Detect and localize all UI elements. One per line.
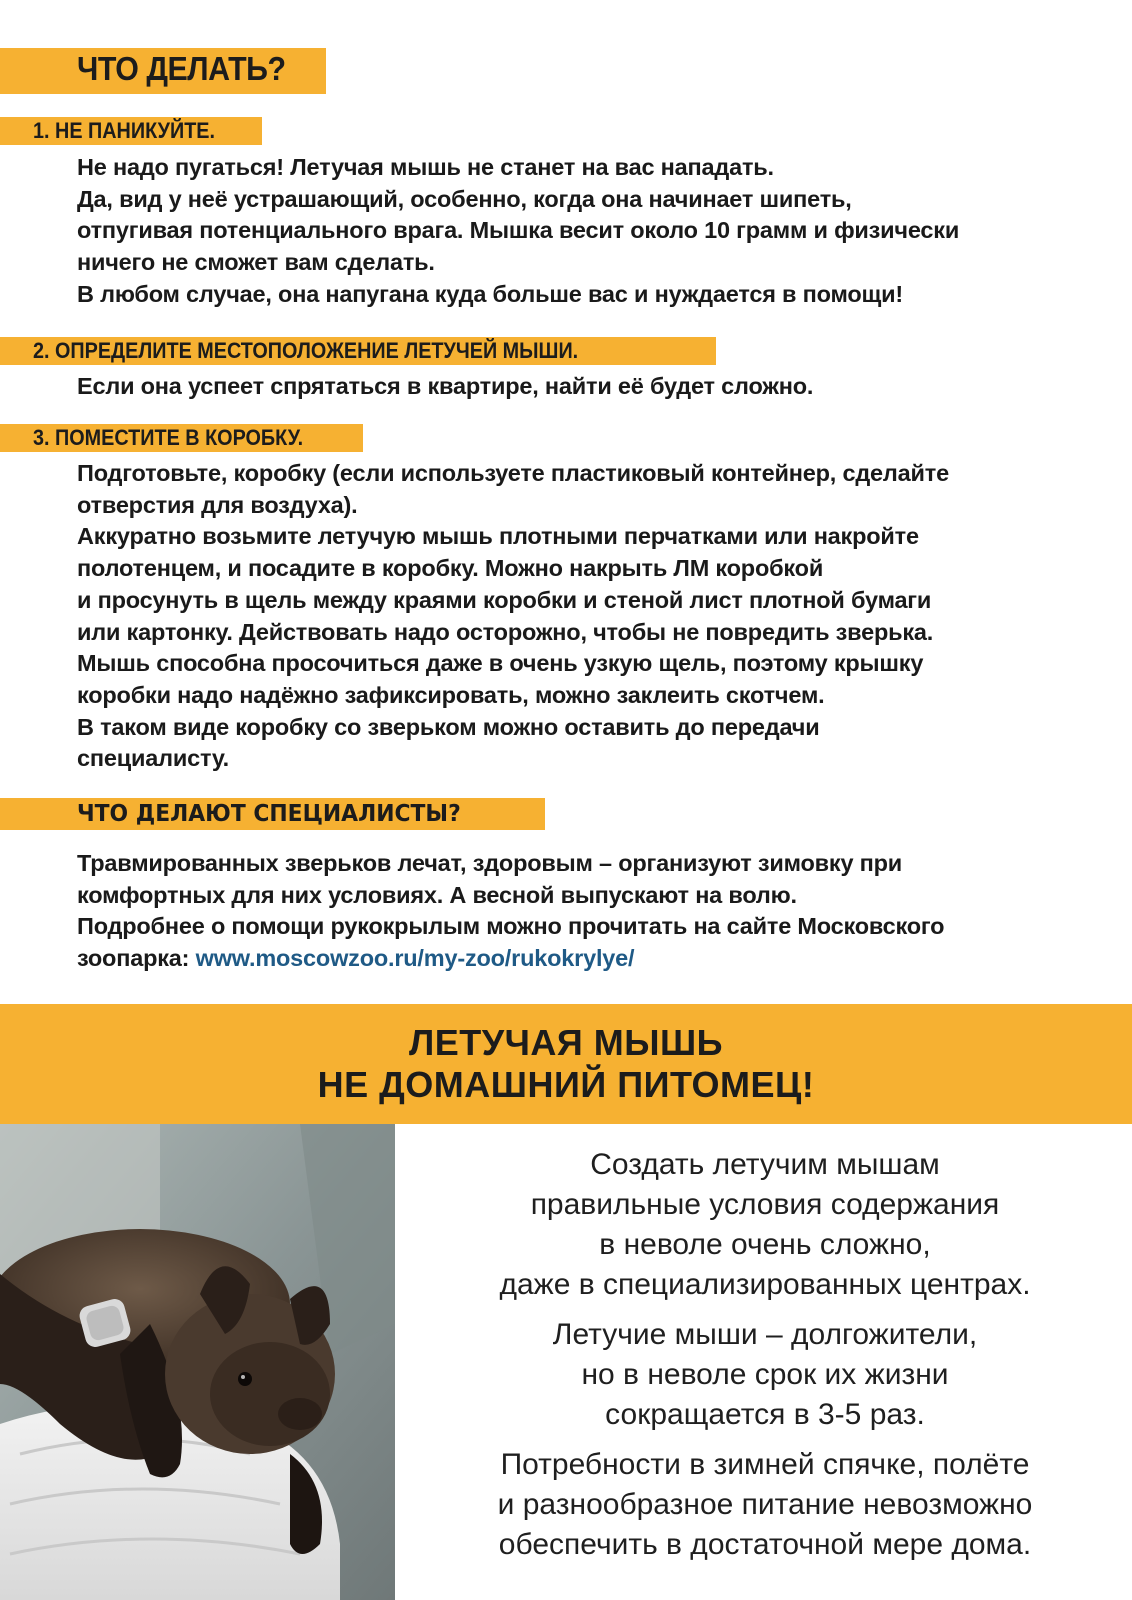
text-line: сокращается в 3-5 раз. <box>605 1398 925 1431</box>
text-line: Не надо пугаться! Летучая мышь не станет на вас нападать. <box>77 154 774 180</box>
info-block-3 <box>455 1445 1075 1565</box>
step-2-heading: 2. ОПРЕДЕЛИТЕ МЕСТОПОЛОЖЕНИЕ ЛЕТУЧЕЙ МЫШИ. <box>33 338 579 363</box>
text-line: полотенцем, и посадите в коробку. Можно накрыть ЛМ коробкой <box>77 555 824 582</box>
banner <box>0 1004 1132 1124</box>
text-line: правильные условия содержания <box>530 1188 1000 1221</box>
text-line <box>77 943 1077 975</box>
step-2-text <box>77 371 1077 403</box>
text-line: Летучие мыши – долгожители, <box>552 1318 978 1351</box>
step-3-heading: 3. ПОМЕСТИТЕ В КОРОБКУ. <box>33 425 304 450</box>
text-line: ничего не сможет вам сделать. <box>77 249 435 276</box>
specialists-heading: ЧТО ДЕЛАЮТ СПЕЦИАЛИСТЫ? <box>77 801 461 827</box>
step-1-heading: 1. НЕ ПАНИКУЙТЕ. <box>33 118 216 143</box>
text-line: коробки надо надёжно зафиксировать, можно заклеить скотчем. <box>77 681 825 708</box>
text-line: обеспечить в достаточной мере дома. <box>498 1528 1032 1561</box>
text-line: Подготовьте, коробку (если используете пластиковый контейнер, сделайте <box>77 460 949 486</box>
text-line: В любом случае, она напугана куда больше вас и нуждается в помощи! <box>77 280 903 307</box>
text-line: даже в специализированных центрах. <box>499 1268 1031 1301</box>
text-line: Мышь способна просочиться даже в очень узкую щель, поэтому крышку <box>77 650 924 677</box>
step-1-text <box>77 152 1077 311</box>
bat-photo <box>0 1124 395 1600</box>
text-line: В таком виде коробку со зверьком можно оставить до передачи <box>77 713 820 740</box>
text-line: Аккуратно возьмите летучую мышь плотными перчатками или накройте <box>77 523 919 550</box>
info-block-2 <box>455 1315 1075 1435</box>
banner-line-2: НЕ ДОМАШНИЙ ПИТОМЕЦ! <box>317 1064 815 1105</box>
text-line: комфортных для них условиях. А весной выпускают на волю. <box>77 881 797 908</box>
text-line: отпугивая потенциального врага. Мышка весит около 10 грамм и физически <box>77 217 960 244</box>
text-line: Да, вид у неё устрашающий, особенно, когда она начинает шипеть, <box>77 185 852 212</box>
text-line: Потребности в зимней спячке, полёте <box>500 1448 1030 1481</box>
text-line: Если она успеет спрятаться в квартире, найти её будет сложно. <box>77 373 814 399</box>
specialists-text <box>77 848 1077 975</box>
text-line: и разнообразное питание невозможно <box>497 1488 1033 1521</box>
moscowzoo-link[interactable]: www.moscowzoo.ru/my-zoo/rukokrylye/ <box>195 945 635 972</box>
page-title: ЧТО ДЕЛАТЬ? <box>77 50 286 87</box>
text-line: но в неволе срок их жизни <box>581 1358 949 1391</box>
text-line: специалисту. <box>77 745 229 772</box>
text-line: Травмированных зверьков лечат, здоровым – организуют зимовку при <box>77 850 903 876</box>
banner-line-1: ЛЕТУЧАЯ МЫШЬ <box>408 1022 724 1063</box>
info-text <box>455 1145 1075 1575</box>
link-prefix: зоопарка: <box>77 945 196 972</box>
text-line: или картонку. Действовать надо осторожно, чтобы не повредить зверька. <box>77 618 934 645</box>
text-line: в неволе очень сложно, <box>599 1228 931 1261</box>
text-line: и просунуть в щель между краями коробки и стеной лист плотной бумаги <box>77 586 932 613</box>
info-block-1 <box>455 1145 1075 1305</box>
text-line: Создать летучим мышам <box>590 1148 940 1181</box>
step-3-text <box>77 458 1077 775</box>
text-line: Подробнее о помощи рукокрылым можно прочитать на сайте Московского <box>77 913 945 940</box>
text-line: отверстия для воздуха). <box>77 491 358 518</box>
